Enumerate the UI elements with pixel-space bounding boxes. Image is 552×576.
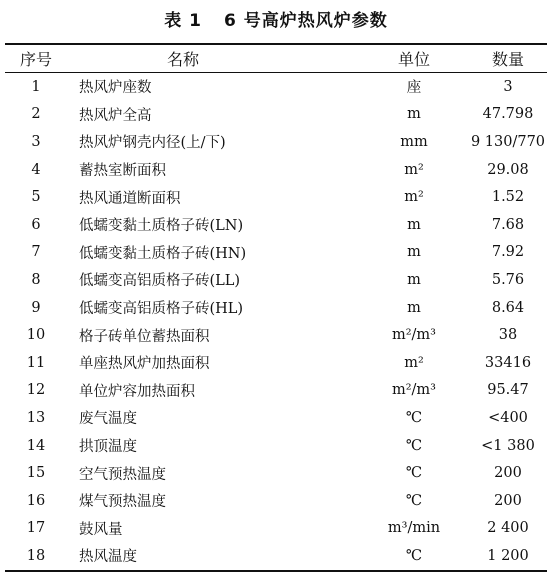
row-name: 格子砖单位蓄热面积 — [79, 328, 210, 345]
row-name: 单位炉容加热面积 — [79, 383, 195, 400]
row-quantity: 5.76 — [491, 271, 525, 288]
row-name: 热风炉座数 — [79, 80, 152, 97]
row-unit: m³/min — [387, 520, 441, 537]
row-name: 低蠕变黏土质格子砖(LN) — [79, 218, 244, 235]
header-unit: 单位 — [397, 50, 430, 69]
row-quantity: 38 — [498, 327, 518, 344]
row-quantity: 200 — [494, 492, 522, 509]
table-title: 6 号高炉热风炉参数 — [224, 11, 388, 31]
row-index: 13 — [26, 409, 46, 426]
row-unit: m²/m³ — [391, 327, 436, 344]
row-unit: ℃ — [405, 409, 423, 426]
row-unit: m — [407, 271, 421, 288]
row-quantity: 1 200 — [487, 547, 529, 564]
row-index: 3 — [31, 133, 41, 150]
parameters-table — [5, 43, 547, 572]
row-unit: m — [407, 216, 421, 233]
row-index: 17 — [26, 520, 46, 537]
row-unit: m — [407, 244, 421, 261]
row-unit: mm — [400, 133, 428, 150]
row-unit: ℃ — [405, 547, 423, 564]
row-index: 8 — [31, 271, 41, 288]
row-name: 低蠕变高铝质格子砖(HL) — [79, 301, 244, 318]
row-name: 鼓风量 — [79, 521, 123, 538]
row-name: 低蠕变黏土质格子砖(HN) — [79, 245, 247, 262]
row-index: 12 — [26, 382, 46, 399]
row-name: 单座热风炉加热面积 — [79, 356, 210, 373]
row-unit: m — [407, 299, 421, 316]
table-row — [5, 432, 547, 460]
row-unit: ℃ — [405, 492, 423, 509]
row-quantity: 33416 — [484, 354, 532, 371]
row-name: 热风通道断面积 — [79, 190, 181, 207]
row-unit: 座 — [406, 80, 422, 97]
table-body — [5, 73, 547, 571]
row-quantity: 95.47 — [487, 382, 529, 399]
row-unit: m² — [404, 189, 424, 206]
table-row — [5, 515, 547, 543]
table-row — [5, 321, 547, 349]
row-quantity: 7.92 — [491, 244, 525, 261]
row-quantity: 7.68 — [491, 216, 525, 233]
table-row — [5, 156, 547, 184]
row-name: 热风炉全高 — [79, 107, 152, 124]
row-name: 拱顶温度 — [79, 439, 137, 456]
table-row — [5, 73, 547, 101]
row-index: 15 — [26, 465, 46, 482]
row-quantity: 8.64 — [491, 299, 525, 316]
row-unit: m² — [404, 354, 424, 371]
table-row — [5, 239, 547, 267]
table-row — [5, 266, 547, 294]
row-unit: ℃ — [405, 437, 423, 454]
row-name: 低蠕变高铝质格子砖(LL) — [79, 273, 241, 290]
row-quantity: 3 — [503, 78, 513, 95]
row-index: 11 — [26, 354, 46, 371]
table-header-row — [5, 44, 547, 73]
table-row — [5, 459, 547, 487]
row-name: 空气预热温度 — [79, 466, 166, 483]
header-name: 名称 — [166, 50, 199, 69]
row-unit: m²/m³ — [391, 382, 436, 399]
row-quantity: 9 130/770 — [470, 133, 546, 150]
row-quantity: 1.52 — [491, 189, 525, 206]
table-row — [5, 294, 547, 322]
table-row — [5, 487, 547, 515]
row-index: 6 — [31, 216, 41, 233]
row-name: 热风温度 — [79, 549, 137, 566]
row-unit: ℃ — [405, 465, 423, 482]
table-row — [5, 211, 547, 239]
table-row — [5, 404, 547, 432]
row-quantity: 47.798 — [482, 106, 534, 123]
table-row — [5, 183, 547, 211]
row-index: 9 — [31, 299, 41, 316]
header-index: 序号 — [19, 50, 52, 69]
row-name: 废气温度 — [79, 411, 137, 428]
row-name: 热风炉钢壳内径(上/下) — [79, 135, 226, 152]
row-unit: m² — [404, 161, 424, 178]
row-quantity: 2 400 — [487, 520, 529, 537]
table-row — [5, 542, 547, 571]
row-index: 5 — [31, 189, 41, 206]
row-index: 7 — [31, 244, 41, 261]
row-index: 4 — [31, 161, 41, 178]
row-index: 10 — [26, 327, 46, 344]
table-row — [5, 101, 547, 129]
table-caption — [0, 6, 552, 31]
table-row — [5, 128, 547, 156]
row-index: 14 — [26, 437, 46, 454]
table-row — [5, 349, 547, 377]
row-name: 蓄热室断面积 — [79, 163, 166, 180]
table-row — [5, 377, 547, 405]
row-unit: m — [407, 106, 421, 123]
table-number: 表 1 — [164, 11, 202, 31]
row-name: 煤气预热温度 — [79, 494, 166, 511]
row-quantity: 200 — [494, 465, 522, 482]
row-index: 18 — [26, 547, 46, 564]
row-index: 1 — [31, 78, 41, 95]
row-index: 2 — [31, 106, 41, 123]
header-quantity: 数量 — [491, 50, 524, 69]
row-quantity: <400 — [488, 409, 528, 426]
row-quantity: <1 380 — [481, 437, 535, 454]
row-index: 16 — [26, 492, 46, 509]
row-quantity: 29.08 — [487, 161, 529, 178]
